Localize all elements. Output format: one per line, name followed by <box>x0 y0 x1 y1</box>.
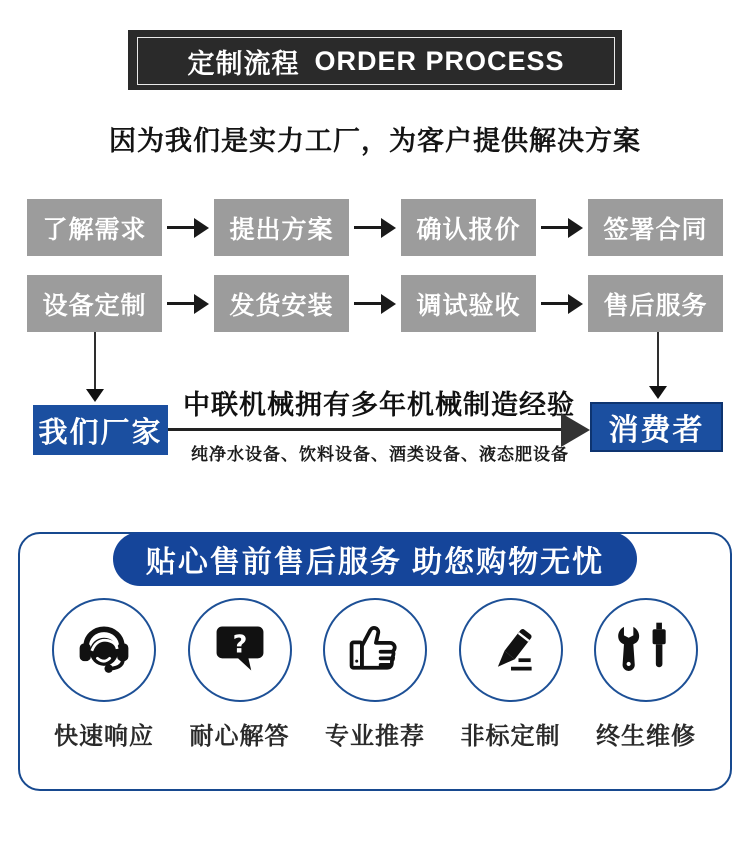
flow-row-2 <box>27 275 723 332</box>
order-flowchart <box>0 199 750 332</box>
flow-step-sign-contract: 签署合同 <box>588 199 723 256</box>
service-item-pro-recommend <box>313 598 437 751</box>
arrow-right-icon <box>349 218 401 238</box>
service-items-row <box>42 598 708 751</box>
thumbs-up-icon <box>345 618 405 683</box>
factory-to-consumer-bridge <box>0 332 750 479</box>
order-process-banner-inner <box>137 37 615 85</box>
experience-headline: 中联机械拥有多年机械制造经验 <box>183 390 575 420</box>
flow-step-equipment-custom: 设备定制 <box>27 275 162 332</box>
factory-subtitle: 因为我们是实力工厂，为客户提供解决方案 <box>109 126 641 156</box>
arrow-down-icon <box>86 389 104 402</box>
equipment-list-text: 纯净水设备、饮料设备、酒类设备、液态肥设备 <box>191 445 569 464</box>
service-item-fast-response <box>42 598 166 751</box>
svg-text:?: ? <box>232 629 247 659</box>
flow-step-confirm-quote: 确认报价 <box>401 199 536 256</box>
service-item-lifetime-repair <box>584 598 708 751</box>
service-circle <box>459 598 563 702</box>
pencil-icon <box>481 618 541 683</box>
arrow-down-icon <box>649 386 667 399</box>
arrow-right-icon <box>162 218 214 238</box>
service-circle <box>52 598 156 702</box>
flow-step-understand-needs: 了解需求 <box>27 199 162 256</box>
banner-title-cn: 定制流程 <box>187 48 300 79</box>
order-process-banner <box>128 30 622 90</box>
service-label: 非标定制 <box>460 723 561 750</box>
consumer-box: 消费者 <box>590 402 723 452</box>
flow-step-debug-accept: 调试验收 <box>401 275 536 332</box>
arrow-right-icon <box>536 218 588 238</box>
flow-step-after-sale: 售后服务 <box>588 275 723 332</box>
service-panel <box>18 532 732 791</box>
service-panel-header: 贴心售前售后服务 助您购物无忧 <box>113 532 637 586</box>
service-circle <box>323 598 427 702</box>
arrow-right-icon <box>536 294 588 314</box>
service-circle <box>188 598 292 702</box>
service-label: 专业推荐 <box>325 723 425 750</box>
banner-title-en: ORDER PROCESS <box>314 45 565 76</box>
service-item-custom-design <box>449 598 573 751</box>
down-connector-line <box>94 332 96 389</box>
arrow-right-icon <box>162 294 214 314</box>
down-connector-line <box>657 332 659 386</box>
tools-icon <box>616 618 676 683</box>
service-label: 终生维修 <box>596 723 696 750</box>
flow-row-1 <box>27 199 723 256</box>
service-label: 耐心解答 <box>189 723 290 750</box>
our-factory-box: 我们厂家 <box>33 405 168 455</box>
question-bubble-icon <box>210 618 270 683</box>
service-circle <box>594 598 698 702</box>
arrow-right-icon <box>349 294 401 314</box>
service-label: 快速响应 <box>54 723 154 750</box>
flow-step-propose-plan: 提出方案 <box>214 199 349 256</box>
headset-icon <box>74 618 134 683</box>
flow-step-ship-install: 发货安装 <box>214 275 349 332</box>
service-item-patient-answers <box>178 598 302 751</box>
bridge-arrow-line <box>168 428 564 431</box>
